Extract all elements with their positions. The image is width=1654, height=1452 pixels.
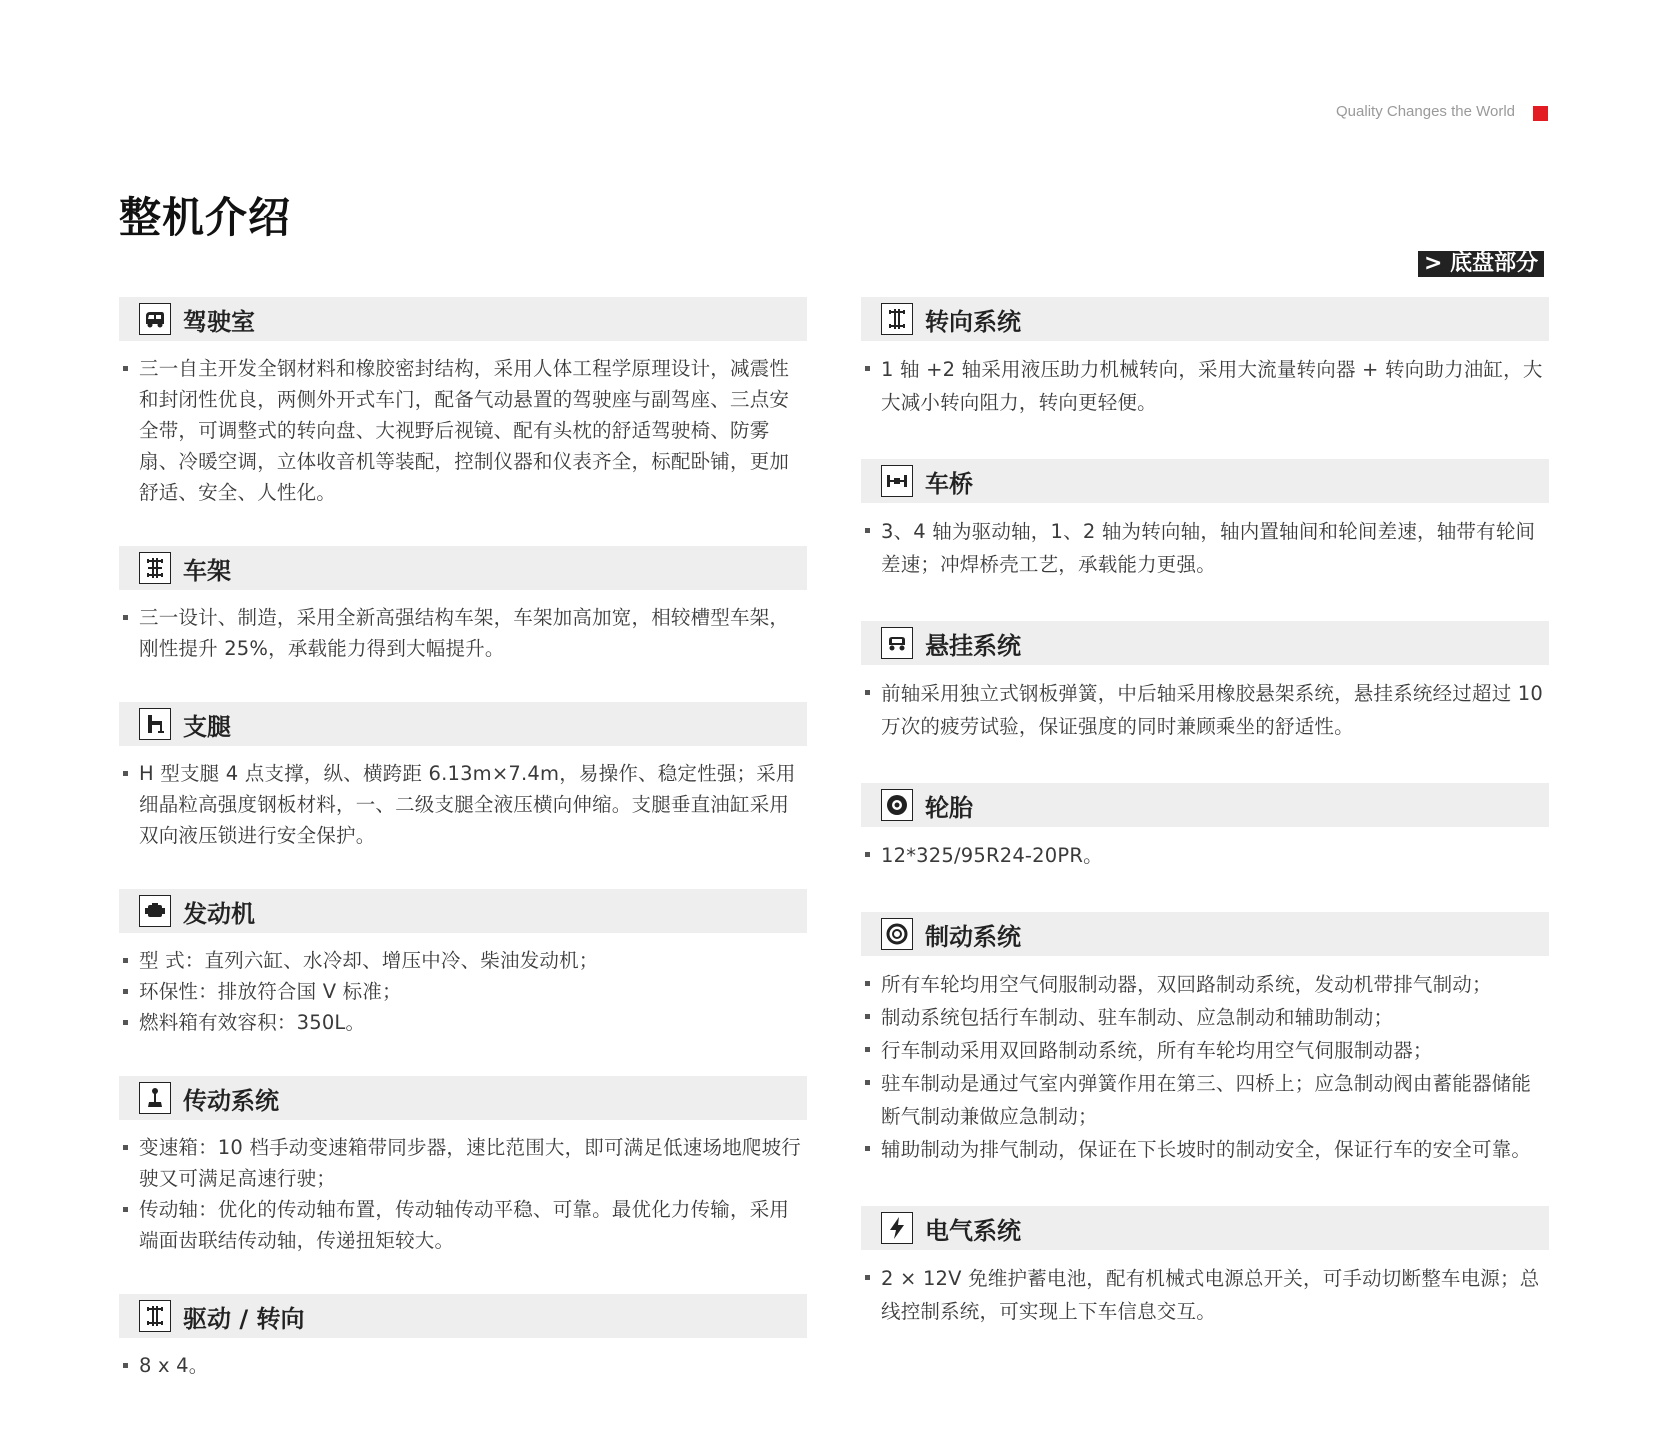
steering-icon <box>881 303 913 335</box>
axle-icon <box>881 465 913 497</box>
item-list <box>119 353 807 508</box>
brake-icon <box>881 918 913 950</box>
section-header <box>861 459 1549 503</box>
section-title: 车桥 <box>925 469 973 498</box>
item-list <box>119 945 807 1038</box>
list-item: 三一设计、制造，采用全新高强结构车架，车架加高加宽，相较槽型车架，刚性提升 25%，承载能力得到大幅提升。 <box>119 602 807 664</box>
list-item: 型 式：直列六缸、水冷却、增压中冷、柴油发动机； <box>119 945 807 976</box>
red-square-mark <box>1533 106 1548 121</box>
section-header <box>861 621 1549 665</box>
section-title: 轮胎 <box>925 793 973 822</box>
lightning-icon <box>881 1212 913 1244</box>
list-item: 前轴采用独立式钢板弹簧，中后轴采用橡胶悬架系统，悬挂系统经过超过 10 万次的疲劳试验，保证强度的同时兼顾乘坐的舒适性。 <box>861 677 1549 743</box>
section-header <box>861 1206 1549 1250</box>
section-tab: > 底盘部分 <box>1418 251 1544 277</box>
section-header <box>861 297 1549 341</box>
item-list <box>119 602 807 664</box>
list-item: 辅助制动为排气制动，保证在下长坡时的制动安全，保证行车的安全可靠。 <box>861 1133 1549 1166</box>
item-list <box>861 1262 1549 1328</box>
item-list <box>119 1350 807 1381</box>
item-list <box>861 968 1549 1166</box>
section-frame <box>119 546 807 664</box>
section-header <box>861 783 1549 827</box>
cab-icon <box>139 303 171 335</box>
section-title: 传动系统 <box>183 1086 279 1115</box>
item-list <box>861 839 1549 872</box>
outrigger-icon <box>139 708 171 740</box>
item-list <box>119 1132 807 1256</box>
list-item: 传动轴：优化的传动轴布置，传动轴传动平稳、可靠。最优化力传输，采用端面齿联结传动轴，传递扭矩较大。 <box>119 1194 807 1256</box>
list-item: H 型支腿 4 点支撑，纵、横跨距 6.13m×7.4m，易操作、稳定性强；采用细晶粒高强度钢板材料，一、二级支腿全液压横向伸缩。支腿垂直油缸采用双向液压锁进行安全保护。 <box>119 758 807 851</box>
section-cab <box>119 297 807 508</box>
list-item: 三一自主开发全钢材料和橡胶密封结构，采用人体工程学原理设计，减震性和封闭性优良，两侧外开式车门，配备气动悬置的驾驶座与副驾座、三点安全带，可调整式的转向盘、大视野后视镜、配有头枕的舒适驾驶椅、防雾扇、冷暖空调，立体收音机等装配，控制仪器和仪表齐全，标配卧铺，更加舒适、安全、人性化。 <box>119 353 807 508</box>
gear-lever-icon <box>139 1082 171 1114</box>
section-header <box>119 1294 807 1338</box>
list-item: 制动系统包括行车制动、驻车制动、应急制动和辅助制动； <box>861 1001 1549 1034</box>
section-title: 车架 <box>183 556 231 585</box>
section-header <box>861 912 1549 956</box>
section-title: 悬挂系统 <box>925 631 1021 660</box>
section-title: 支腿 <box>183 712 231 741</box>
list-item: 8 x 4。 <box>119 1350 807 1381</box>
section-title: 驱动 / 转向 <box>183 1304 305 1333</box>
tire-icon <box>881 789 913 821</box>
section-axle <box>861 459 1549 581</box>
section-title: 驾驶室 <box>183 307 255 336</box>
section-title: 制动系统 <box>925 922 1021 951</box>
list-item: 变速箱：10 档手动变速箱带同步器，速比范围大，即可满足低速场地爬坡行驶又可满足高速行驶； <box>119 1132 807 1194</box>
list-item: 驻车制动是通过气室内弹簧作用在第三、四桥上；应急制动阀由蓄能器储能断气制动兼做应急制动； <box>861 1067 1549 1133</box>
engine-icon <box>139 895 171 927</box>
right-column <box>861 297 1549 1328</box>
tagline: Quality Changes the World <box>1336 103 1515 120</box>
suspension-icon <box>881 627 913 659</box>
list-item: 环保性：排放符合国 V 标准； <box>119 976 807 1007</box>
section-header <box>119 546 807 590</box>
list-item: 12*325/95R24-20PR。 <box>861 839 1549 872</box>
section-transmission <box>119 1076 807 1256</box>
list-item: 行车制动采用双回路制动系统，所有车轮均用空气伺服制动器； <box>861 1034 1549 1067</box>
item-list <box>861 515 1549 581</box>
list-item: 2 × 12V 免维护蓄电池，配有机械式电源总开关，可手动切断整车电源；总线控制系统，可实现上下车信息交互。 <box>861 1262 1549 1328</box>
section-engine <box>119 889 807 1038</box>
section-header <box>119 702 807 746</box>
list-item: 所有车轮均用空气伺服制动器，双回路制动系统，发动机带排气制动； <box>861 968 1549 1001</box>
section-electrical <box>861 1206 1549 1328</box>
list-item: 燃料箱有效容积：350L。 <box>119 1007 807 1038</box>
item-list <box>119 758 807 851</box>
frame-icon <box>139 552 171 584</box>
section-brake <box>861 912 1549 1166</box>
section-title: 电气系统 <box>925 1216 1021 1245</box>
page-title: 整机介绍 <box>119 193 292 242</box>
section-title: 发动机 <box>183 899 255 928</box>
section-tire <box>861 783 1549 872</box>
item-list <box>861 677 1549 743</box>
drive-steering-icon <box>139 1300 171 1332</box>
list-item: 3、4 轴为驱动轴，1、2 轴为转向轴，轴内置轴间和轮间差速，轴带有轮间差速；冲焊桥壳工艺，承载能力更强。 <box>861 515 1549 581</box>
section-suspension <box>861 621 1549 743</box>
section-header <box>119 1076 807 1120</box>
section-steering <box>861 297 1549 419</box>
list-item: 1 轴 +2 轴采用液压助力机械转向，采用大流量转向器 + 转向助力油缸，大大减小转向阻力，转向更轻便。 <box>861 353 1549 419</box>
item-list <box>861 353 1549 419</box>
section-header <box>119 297 807 341</box>
section-drive-steering <box>119 1294 807 1381</box>
section-header <box>119 889 807 933</box>
left-column <box>119 297 807 1381</box>
section-title: 转向系统 <box>925 307 1021 336</box>
section-outrigger <box>119 702 807 851</box>
